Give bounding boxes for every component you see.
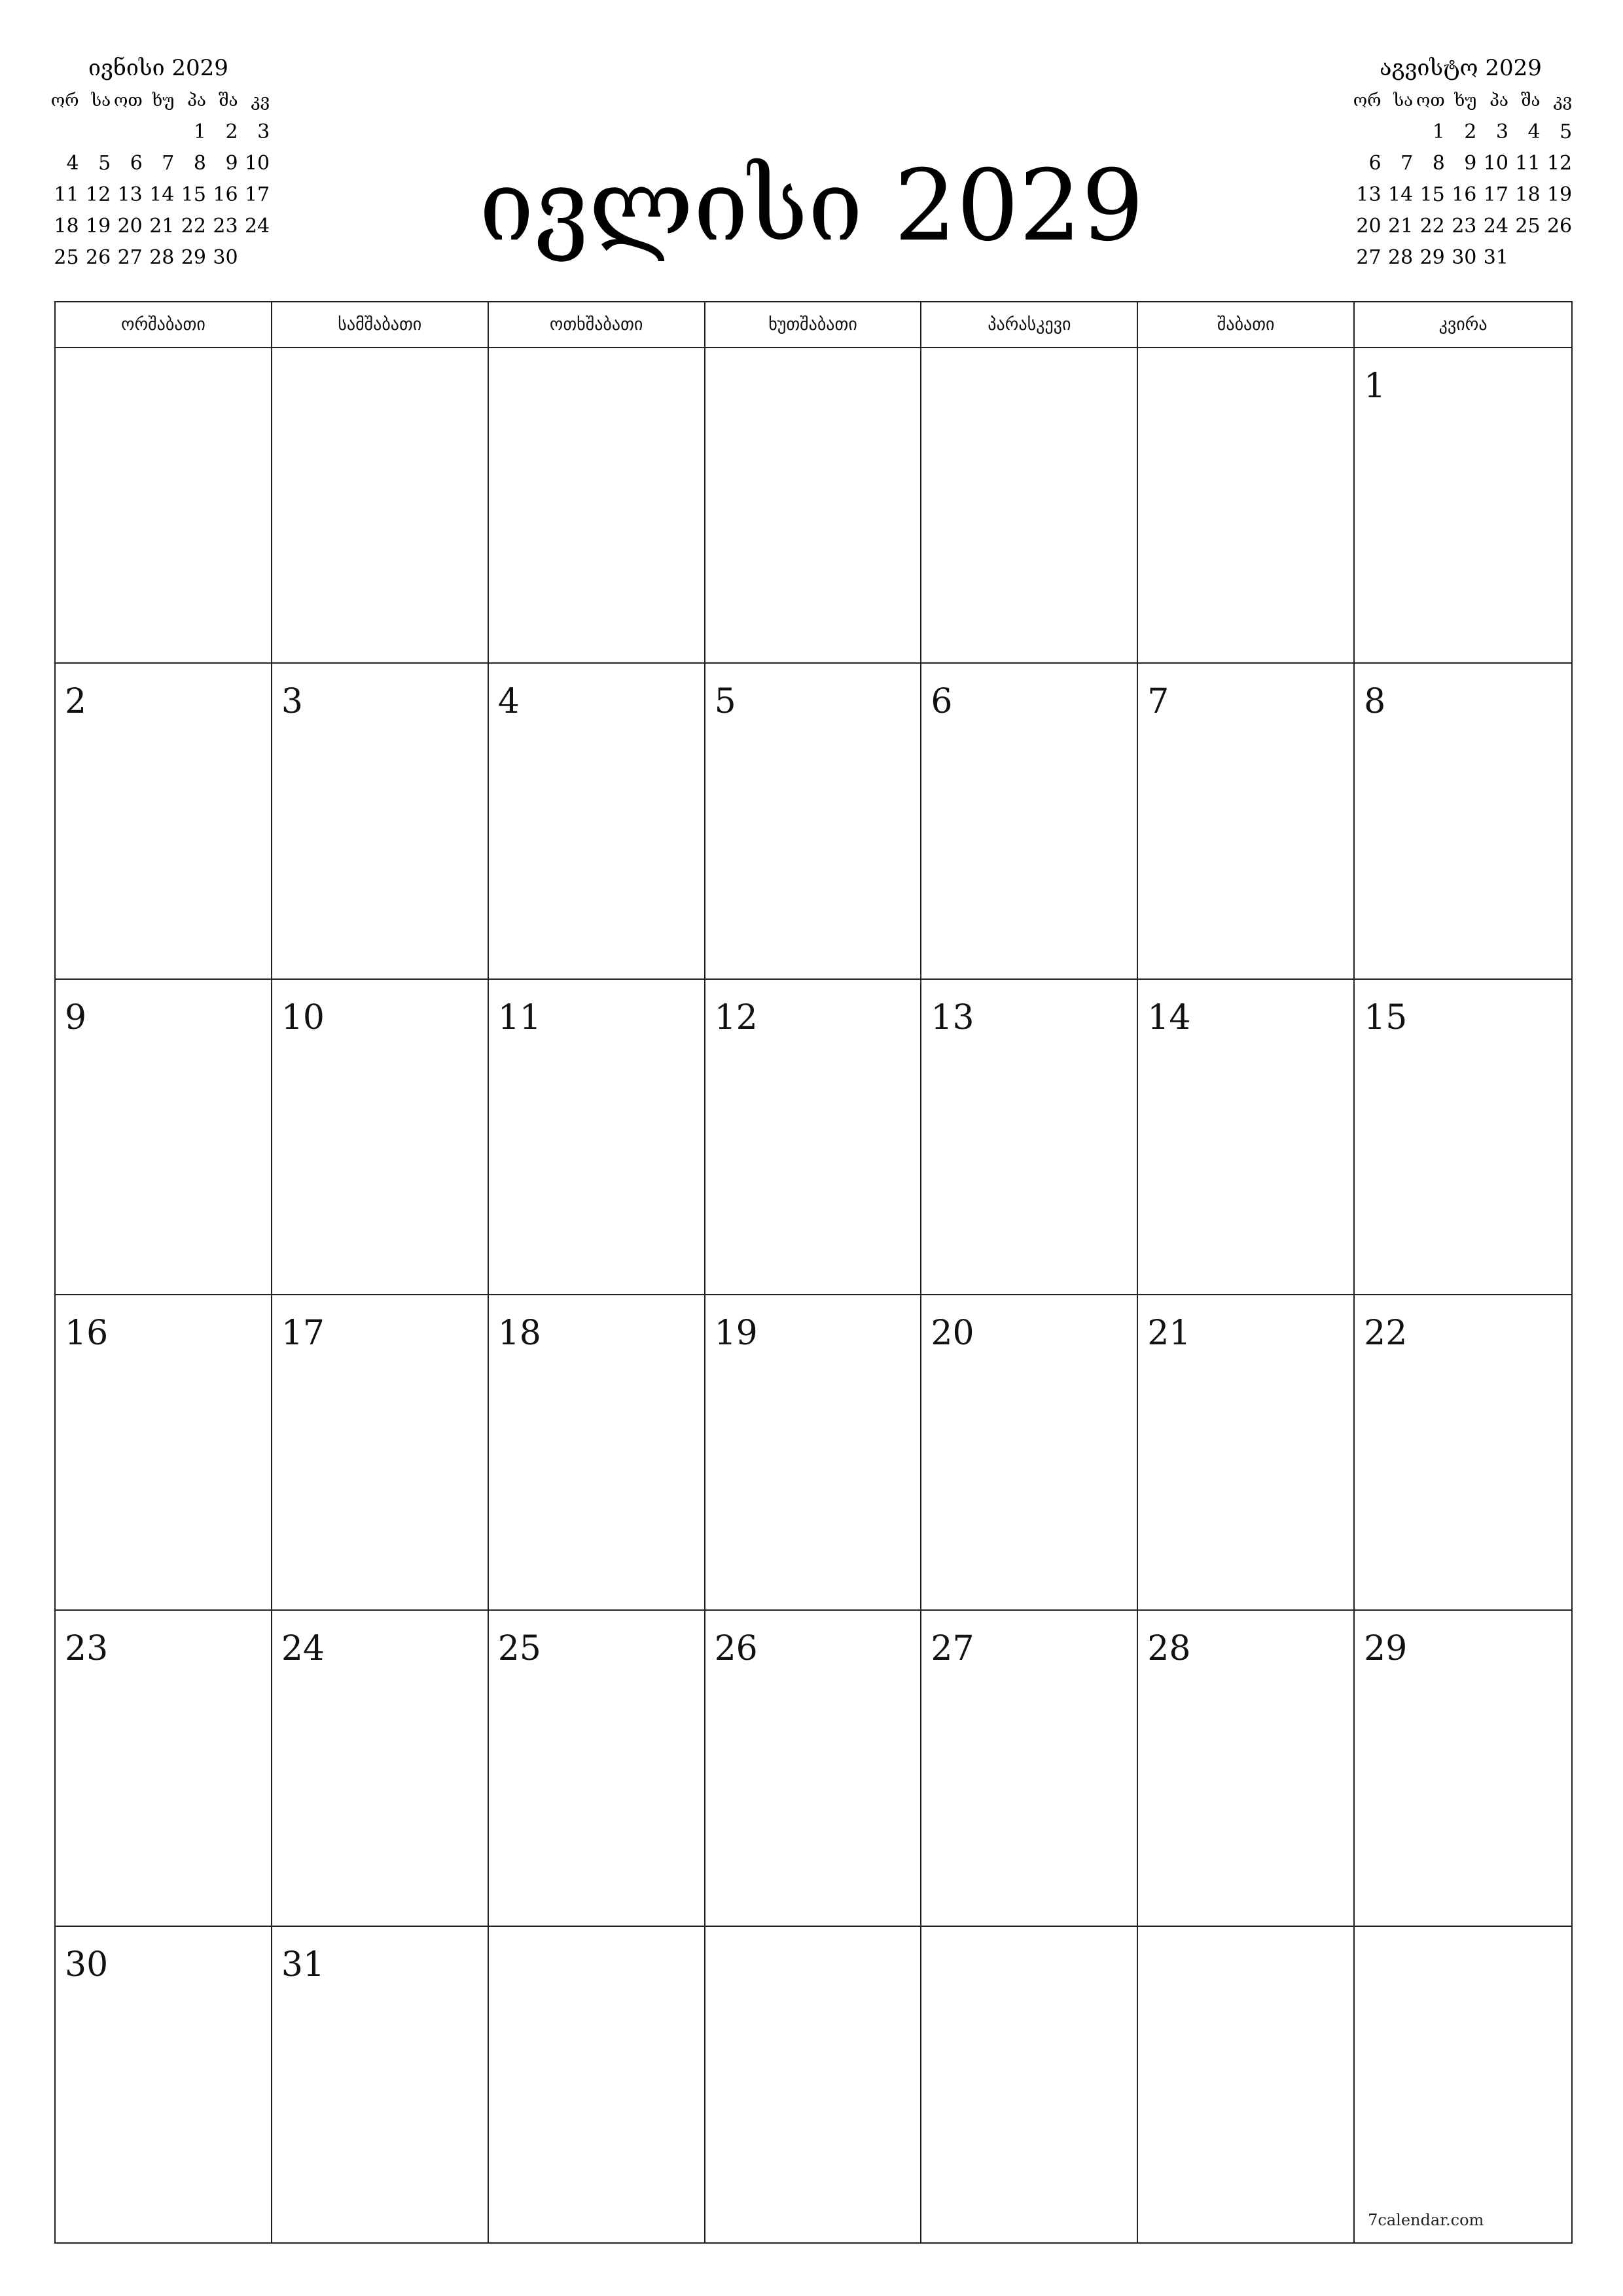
mini-day: 30: [213, 246, 238, 269]
empty-day-cell: [921, 1927, 1138, 2242]
mini-day: 1: [193, 120, 206, 143]
day-cell: [272, 980, 489, 1295]
mini-empty-cell: [111, 117, 143, 148]
empty-day-cell: [921, 348, 1138, 664]
weekday-header: ოთხშაბათი: [489, 302, 705, 348]
day-cell: [272, 1927, 489, 2242]
mini-day: 20: [117, 215, 143, 238]
mini-day: 8: [193, 152, 206, 175]
mini-day: 7: [1400, 152, 1414, 175]
mini-day: 29: [1419, 246, 1445, 269]
mini-weekday-label: შა: [1521, 91, 1541, 111]
mini-day: 4: [66, 152, 79, 175]
mini-day: 13: [1356, 183, 1382, 206]
mini-day: 21: [1388, 215, 1414, 238]
mini-calendar-title: ივნისი 2029: [88, 55, 228, 81]
empty-day-cell: [489, 1927, 705, 2242]
day-number: 27: [931, 1629, 974, 1669]
mini-day: 28: [149, 246, 175, 269]
mini-day: 30: [1452, 246, 1477, 269]
mini-day: 25: [54, 246, 79, 269]
mini-day: 6: [130, 152, 143, 175]
mini-empty-cell: [143, 117, 175, 148]
day-cell: [272, 1295, 489, 1611]
mini-weekday-label: ხუ: [152, 91, 175, 111]
mini-weekday-label: ორ: [1353, 91, 1382, 111]
mini-calendar-next: [1349, 51, 1572, 274]
day-number: 8: [1364, 682, 1386, 722]
mini-calendar-title: აგვისტო 2029: [1380, 55, 1542, 81]
mini-day: 21: [149, 215, 175, 238]
weekday-header: სამშაბათი: [272, 302, 489, 348]
weekday-header: ხუთშაბათი: [705, 302, 922, 348]
mini-weekday-label: სა: [1393, 91, 1414, 111]
day-number: 14: [1147, 997, 1191, 1037]
day-cell: [705, 664, 922, 979]
day-cell: [272, 1611, 489, 1926]
mini-day: 16: [1452, 183, 1477, 206]
day-number: 15: [1364, 997, 1408, 1037]
day-number: 2: [65, 682, 87, 722]
day-number: 28: [1147, 1629, 1191, 1669]
mini-day: 8: [1432, 152, 1445, 175]
mini-weekday-label: პა: [187, 91, 206, 111]
mini-empty-cell: [1382, 117, 1414, 148]
day-cell: [1355, 1611, 1571, 1926]
mini-day: 2: [225, 120, 238, 143]
mini-day: 7: [162, 152, 175, 175]
mini-day: 10: [1483, 152, 1508, 175]
day-number: 19: [714, 1314, 758, 1353]
empty-day-cell: [705, 348, 922, 664]
day-number: 30: [65, 1945, 109, 1984]
mini-day: 23: [213, 215, 238, 238]
mini-day: 22: [1419, 215, 1445, 238]
month-grid: [54, 301, 1573, 2244]
mini-day: 16: [213, 183, 238, 206]
mini-day: 5: [98, 152, 111, 175]
mini-day: 27: [1356, 246, 1382, 269]
mini-day: 18: [54, 215, 79, 238]
mini-day: 23: [1452, 215, 1477, 238]
day-cell: [56, 980, 272, 1295]
mini-empty-cell: [79, 117, 111, 148]
mini-day: 15: [1419, 183, 1445, 206]
mini-day: 17: [244, 183, 270, 206]
day-number: 13: [931, 997, 974, 1037]
mini-day: 14: [149, 183, 175, 206]
day-cell: [56, 664, 272, 979]
weekday-header: პარასკევი: [921, 302, 1138, 348]
day-number: 1: [1364, 367, 1386, 406]
empty-day-cell: [1355, 1927, 1571, 2242]
day-cell: [1138, 1295, 1355, 1611]
empty-day-cell: [56, 348, 272, 664]
weekday-header: ორშაბათი: [56, 302, 272, 348]
day-cell: [921, 664, 1138, 979]
mini-day: 3: [257, 120, 270, 143]
mini-weekday-label: კვ: [1553, 91, 1573, 111]
day-number: 5: [714, 682, 736, 722]
day-cell: [1138, 664, 1355, 979]
day-number: 17: [281, 1314, 325, 1353]
mini-day: 11: [1515, 152, 1541, 175]
mini-day: 9: [1464, 152, 1477, 175]
day-number: 7: [1147, 682, 1169, 722]
mini-day: 19: [1546, 183, 1573, 206]
day-number: 9: [65, 997, 87, 1037]
day-cell: [489, 1295, 705, 1611]
mini-weekday-label: პა: [1489, 91, 1508, 111]
mini-day: 27: [117, 246, 143, 269]
day-cell: [705, 980, 922, 1295]
empty-day-cell: [272, 348, 489, 664]
day-number: 20: [931, 1314, 974, 1353]
mini-day: 24: [244, 215, 270, 238]
mini-day: 2: [1464, 120, 1477, 143]
page-title: ივლისი 2029: [479, 149, 1144, 263]
empty-day-cell: [1138, 348, 1355, 664]
day-cell: [921, 1295, 1138, 1611]
day-number: 6: [931, 682, 953, 722]
day-cell: [272, 664, 489, 979]
day-number: 25: [497, 1629, 541, 1669]
mini-weekday-label: ორ: [50, 91, 79, 111]
mini-day: 13: [117, 183, 143, 206]
mini-day: 19: [86, 215, 111, 238]
mini-day: 3: [1495, 120, 1508, 143]
mini-day: 12: [86, 183, 111, 206]
day-cell: [921, 1611, 1138, 1926]
mini-empty-cell: [1349, 117, 1382, 148]
empty-day-cell: [705, 1927, 922, 2242]
mini-day: 11: [54, 183, 79, 206]
day-cell: [1138, 1611, 1355, 1926]
day-cell: [705, 1611, 922, 1926]
day-number: 4: [497, 682, 520, 722]
weekday-header: შაბათი: [1138, 302, 1355, 348]
empty-day-cell: [1138, 1927, 1355, 2242]
day-cell: [489, 980, 705, 1295]
mini-day: 5: [1560, 120, 1573, 143]
mini-day: 12: [1546, 152, 1573, 175]
day-cell: [921, 980, 1138, 1295]
mini-weekday-label: ხუ: [1454, 91, 1477, 111]
mini-day: 14: [1388, 183, 1414, 206]
day-cell: [1355, 348, 1571, 664]
day-cell: [705, 1295, 922, 1611]
mini-day: 26: [1546, 215, 1573, 238]
empty-day-cell: [489, 348, 705, 664]
day-number: 24: [281, 1629, 325, 1669]
day-number: 21: [1147, 1314, 1191, 1353]
day-cell: [56, 1927, 272, 2242]
day-number: 10: [281, 997, 325, 1037]
mini-day: 4: [1527, 120, 1541, 143]
mini-day: 29: [181, 246, 206, 269]
mini-day: 18: [1515, 183, 1541, 206]
day-cell: [56, 1295, 272, 1611]
mini-day: 31: [1483, 246, 1508, 269]
mini-day: 15: [181, 183, 206, 206]
mini-weekday-label: კვ: [251, 91, 270, 111]
weekday-header: კვირა: [1355, 302, 1571, 348]
day-cell: [1355, 664, 1571, 979]
day-cell: [1138, 980, 1355, 1295]
mini-day: 17: [1483, 183, 1508, 206]
mini-day: 28: [1388, 246, 1414, 269]
mini-day: 10: [244, 152, 270, 175]
mini-day: 1: [1432, 120, 1445, 143]
watermark: 7calendar.com: [1368, 2211, 1484, 2229]
mini-day: 26: [86, 246, 111, 269]
day-cell: [489, 1611, 705, 1926]
mini-day: 22: [181, 215, 206, 238]
day-cell: [489, 664, 705, 979]
day-number: 16: [65, 1314, 109, 1353]
mini-weekday-label: ოთ: [113, 91, 143, 111]
mini-day: 25: [1515, 215, 1541, 238]
day-cell: [56, 1611, 272, 1926]
mini-weekday-label: ოთ: [1416, 91, 1445, 111]
mini-day: 20: [1356, 215, 1382, 238]
day-number: 23: [65, 1629, 109, 1669]
day-cell: [1355, 980, 1571, 1295]
mini-empty-cell: [47, 117, 79, 148]
day-cell: [1355, 1295, 1571, 1611]
day-number: 31: [281, 1945, 325, 1984]
mini-day: 9: [225, 152, 238, 175]
day-number: 11: [497, 997, 541, 1037]
day-number: 3: [281, 682, 303, 722]
day-number: 26: [714, 1629, 758, 1669]
mini-calendar-grid: [1349, 85, 1572, 274]
day-number: 18: [497, 1314, 541, 1353]
mini-day: 6: [1368, 152, 1382, 175]
day-number: 12: [714, 997, 758, 1037]
mini-weekday-label: სა: [91, 91, 111, 111]
mini-day: 24: [1483, 215, 1508, 238]
day-number: 22: [1364, 1314, 1408, 1353]
mini-weekday-label: შა: [219, 91, 238, 111]
day-number: 29: [1364, 1629, 1408, 1669]
